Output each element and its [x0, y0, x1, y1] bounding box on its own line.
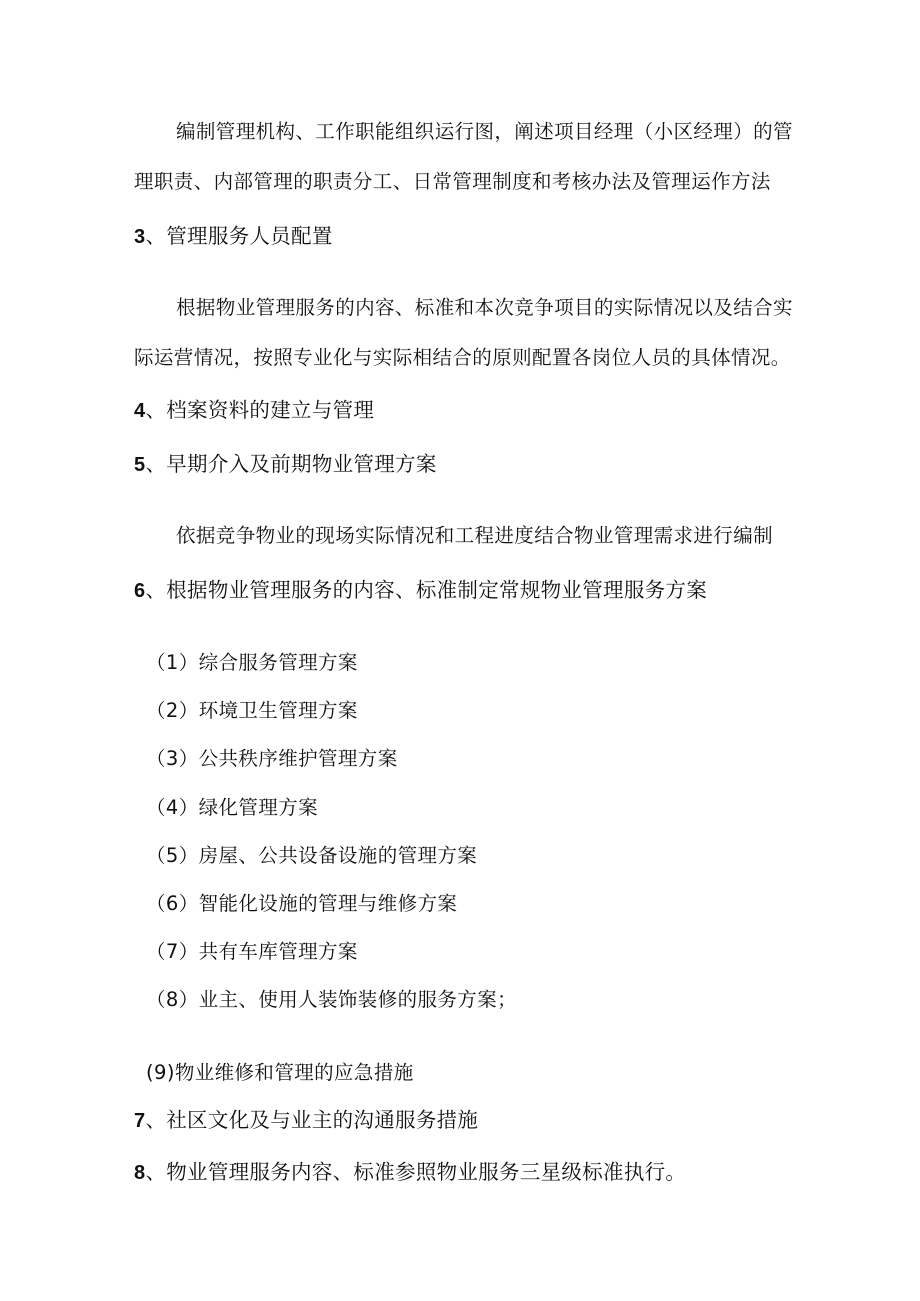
paragraph-line: 理职责、内部管理的职责分工、日常管理制度和考核办法及管理运作方法 — [134, 170, 771, 193]
section-heading-8 — [134, 1158, 686, 1187]
heading-number: 7 — [134, 1110, 146, 1132]
heading-text: 、物业管理服务内容、标准参照物业服务三星级标准执行。 — [145, 1160, 687, 1184]
list-item: （5）房屋、公共设备设施的管理方案 — [146, 844, 478, 867]
list-item: （1）综合服务管理方案 — [146, 651, 358, 674]
section-heading-5 — [134, 450, 437, 479]
list-item: （3）公共秩序维护管理方案 — [146, 747, 398, 770]
heading-text: 、根据物业管理服务的内容、标准制定常规物业管理服务方案 — [145, 578, 708, 602]
section-heading-7 — [134, 1106, 478, 1135]
paragraph-line: 际运营情况，按照专业化与实际相结合的原则配置各岗位人员的具体情况。 — [134, 346, 791, 369]
heading-number: 8 — [134, 1162, 146, 1184]
paragraph-line: 编制管理机构、工作职能组织运行图，阐述项目经理（小区经理）的管 — [176, 120, 793, 143]
list-item: （2）环境卫生管理方案 — [146, 699, 358, 722]
heading-text: 、管理服务人员配置 — [145, 224, 333, 248]
paragraph-line: 根据物业管理服务的内容、标准和本次竞争项目的实际情况以及结合实 — [176, 296, 793, 319]
list-item: （7）共有车库管理方案 — [146, 940, 358, 963]
list-item: （6）智能化设施的管理与维修方案 — [146, 892, 458, 915]
heading-number: 6 — [134, 580, 146, 602]
heading-number: 4 — [134, 400, 146, 422]
heading-text: 、档案资料的建立与管理 — [145, 398, 375, 422]
section-heading-4 — [134, 396, 374, 425]
heading-number: 3 — [134, 226, 146, 248]
paragraph-line: 依据竞争物业的现场实际情况和工程进度结合物业管理需求进行编制 — [176, 524, 774, 547]
list-item: （8）业主、使用人装饰装修的服务方案； — [146, 988, 518, 1011]
list-item: （4）绿化管理方案 — [146, 796, 319, 819]
heading-text: 、社区文化及与业主的沟通服务措施 — [145, 1108, 479, 1132]
heading-number: 5 — [134, 454, 146, 476]
list-item: (9)物业维修和管理的应急措施 — [146, 1061, 414, 1084]
heading-text: 、早期介入及前期物业管理方案 — [145, 452, 437, 476]
section-heading-3 — [134, 222, 333, 251]
section-heading-6 — [134, 576, 707, 605]
